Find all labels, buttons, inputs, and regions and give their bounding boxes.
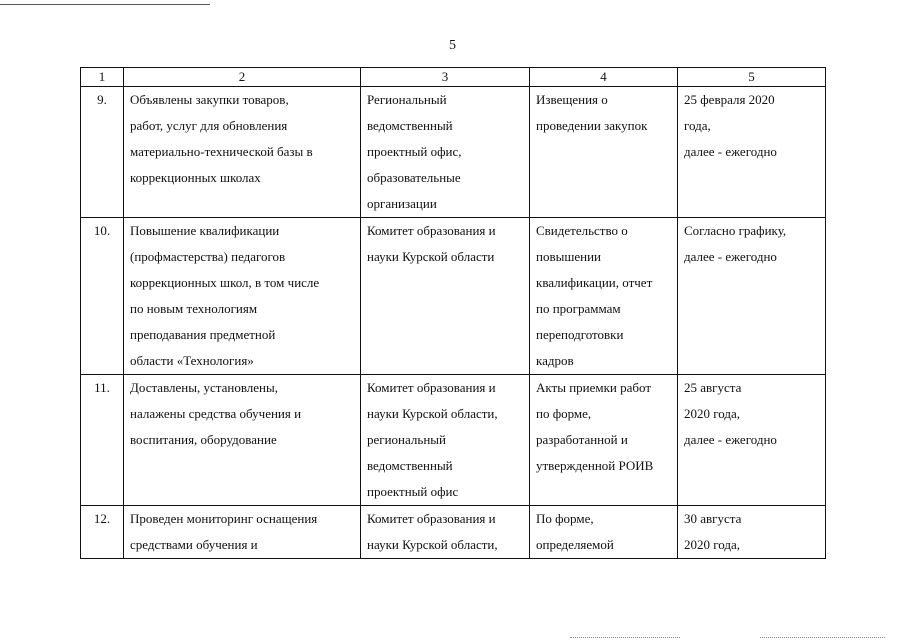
cell-line: ведомственный (367, 118, 453, 133)
cell-line: Повышение квалификации (130, 223, 280, 238)
activity-cell (124, 375, 361, 506)
cell-line: далее - ежегодно (684, 249, 777, 264)
responsible-cell (361, 87, 530, 218)
column-header: 2 (124, 68, 361, 87)
cell-line: по форме, (536, 406, 592, 421)
cell-line: переподготовки (536, 327, 624, 342)
row-number-cell: 12. (81, 506, 124, 559)
cell-line: Согласно графику, (684, 223, 787, 238)
cell-line: Объявлены закупки товаров, (130, 92, 289, 107)
column-header: 1 (81, 68, 124, 87)
cell-line: науки Курской области, (367, 537, 498, 552)
row-number-cell: 9. (81, 87, 124, 218)
cell-line: Комитет образования и (367, 511, 496, 526)
table-row (81, 375, 826, 506)
cell-line: материально-технической базы в (130, 144, 313, 159)
cell-line: (профмастерства) педагогов (130, 249, 286, 264)
cell-line: разработанной и (536, 432, 628, 447)
cell-line: Комитет образования и (367, 380, 496, 395)
responsible-cell (361, 375, 530, 506)
cell-line: проектный офис, (367, 144, 462, 159)
cell-line: года, (684, 118, 711, 133)
cell-line: преподавания предметной (130, 327, 276, 342)
cell-line: организации (367, 196, 437, 211)
activity-cell (124, 506, 361, 559)
cell-line: региональный (367, 432, 446, 447)
cell-line: 25 августа (684, 380, 742, 395)
deadline-cell (678, 506, 826, 559)
cell-line: средствами обучения и (130, 537, 258, 552)
scan-artifact (570, 637, 680, 638)
plan-table (80, 67, 826, 559)
row-number-cell: 11. (81, 375, 124, 506)
cell-line: коррекционных школах (130, 170, 261, 185)
cell-line: Акты приемки работ (536, 380, 652, 395)
cell-line: По форме, (536, 511, 594, 526)
scan-artifact (760, 637, 885, 638)
cell-line: налажены средства обучения и (130, 406, 302, 421)
cell-line: воспитания, оборудование (130, 432, 277, 447)
cell-line: утвержденной РОИВ (536, 458, 654, 473)
responsible-cell (361, 506, 530, 559)
cell-line: 2020 года, (684, 406, 741, 421)
cell-line: области «Технология» (130, 353, 254, 368)
deadline-cell (678, 375, 826, 506)
cell-line: повышении (536, 249, 601, 264)
cell-line: науки Курской области (367, 249, 495, 264)
cell-line: Извещения о (536, 92, 608, 107)
cell-line: работ, услуг для обновления (130, 118, 288, 133)
page-number: 5 (449, 38, 456, 53)
cell-line: по новым технологиям (130, 301, 258, 316)
table-row (81, 506, 826, 559)
cell-line: определяемой (536, 537, 614, 552)
cell-line: Региональный (367, 92, 447, 107)
top-rule (0, 4, 210, 5)
cell-line: Свидетельство о (536, 223, 628, 238)
cell-line: образовательные (367, 170, 461, 185)
cell-line: 30 августа (684, 511, 742, 526)
row-number-cell: 10. (81, 218, 124, 375)
cell-line: Доставлены, установлены, (130, 380, 278, 395)
column-header: 3 (361, 68, 530, 87)
table-row (81, 218, 826, 375)
cell-line: науки Курской области, (367, 406, 498, 421)
responsible-cell (361, 218, 530, 375)
activity-cell (124, 218, 361, 375)
cell-line: коррекционных школ, в том числе (130, 275, 320, 290)
cell-line: квалификации, отчет (536, 275, 653, 290)
column-header: 5 (678, 68, 826, 87)
document-cell (530, 218, 678, 375)
activity-cell (124, 87, 361, 218)
cell-line: 2020 года, (684, 537, 741, 552)
cell-line: ведомственный (367, 458, 453, 473)
document-cell (530, 506, 678, 559)
cell-line: кадров (536, 353, 574, 368)
table-row (81, 87, 826, 218)
cell-line: Комитет образования и (367, 223, 496, 238)
cell-line: Проведен мониторинг оснащения (130, 511, 318, 526)
document-cell (530, 375, 678, 506)
cell-line: далее - ежегодно (684, 432, 777, 447)
document-cell (530, 87, 678, 218)
cell-line: далее - ежегодно (684, 144, 777, 159)
column-header: 4 (530, 68, 678, 87)
cell-line: проведении закупок (536, 118, 648, 133)
table-header-row (81, 68, 826, 87)
deadline-cell (678, 87, 826, 218)
cell-line: проектный офис (367, 484, 459, 499)
deadline-cell (678, 218, 826, 375)
cell-line: 25 февраля 2020 (684, 92, 775, 107)
cell-line: по программам (536, 301, 621, 316)
